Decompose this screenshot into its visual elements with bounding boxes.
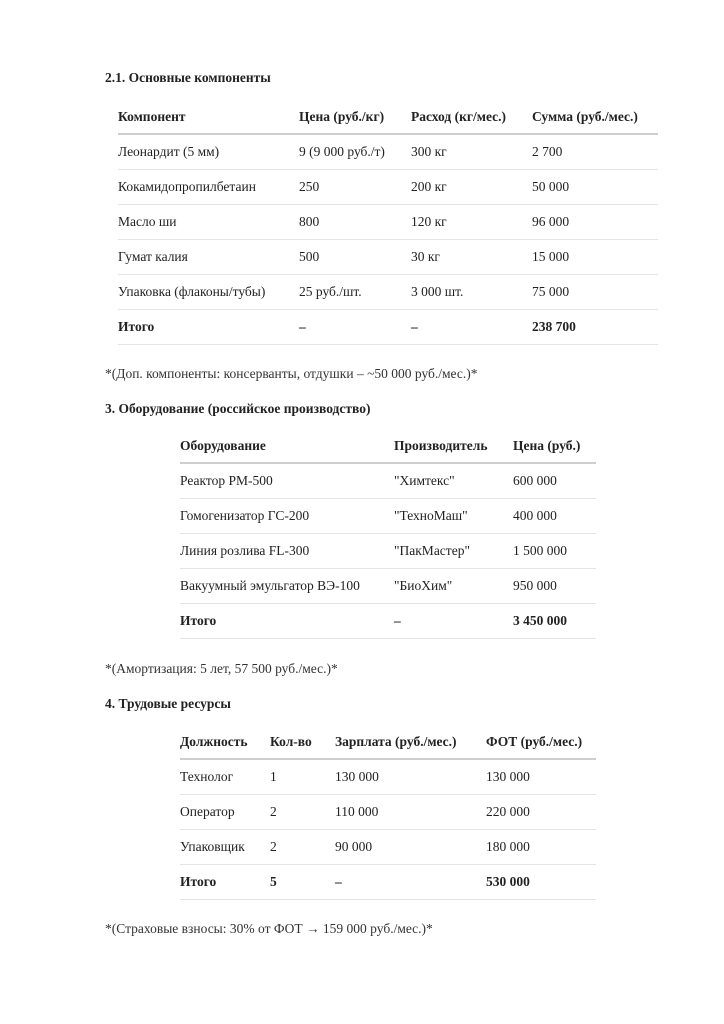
table-cell: 300 кг: [411, 134, 532, 170]
table-cell: Итого: [180, 604, 394, 639]
table-cell: 238 700: [532, 310, 658, 345]
table-cell: 500: [299, 240, 411, 275]
table-cell: Масло ши: [118, 205, 299, 240]
table-row: [180, 499, 596, 534]
equipment-note: *(Амортизация: 5 лет, 57 500 руб./мес.)*: [105, 661, 338, 676]
table-cell: –: [411, 310, 532, 345]
table-row: [118, 240, 658, 275]
labor-note: *(Страховые взносы: 30% от ФОТ → 159 000 руб./мес.)*: [105, 921, 433, 936]
table-cell: 75 000: [532, 275, 658, 310]
table-cell: 130 000: [486, 759, 596, 795]
table-total-row: [180, 865, 596, 900]
table-cell: –: [299, 310, 411, 345]
table-cell: Технолог: [180, 759, 270, 795]
table-cell: 110 000: [335, 795, 486, 830]
table-row: [118, 205, 658, 240]
column-header: Расход (кг/мес.): [411, 100, 532, 134]
table-cell: Вакуумный эмульгатор ВЭ-100: [180, 569, 394, 604]
table-cell: 9 (9 000 руб./т): [299, 134, 411, 170]
table-cell: 120 кг: [411, 205, 532, 240]
column-header: Кол-во: [270, 725, 335, 759]
table-header-row: [118, 100, 658, 134]
table-cell: Итого: [118, 310, 299, 345]
table-cell: 2: [270, 795, 335, 830]
table-cell: 530 000: [486, 865, 596, 900]
column-header: ФОТ (руб./мес.): [486, 725, 596, 759]
section-heading-labor: 4. Трудовые ресурсы: [105, 696, 231, 711]
table-header-row: [180, 725, 596, 759]
table-row: [180, 795, 596, 830]
table-total-row: [180, 604, 596, 639]
table-row: [118, 275, 658, 310]
table-cell: 30 кг: [411, 240, 532, 275]
table-cell: 950 000: [513, 569, 596, 604]
table-cell: 220 000: [486, 795, 596, 830]
table-cell: 5: [270, 865, 335, 900]
table-cell: 180 000: [486, 830, 596, 865]
table-cell: Реактор РМ-500: [180, 463, 394, 499]
table-row: [180, 534, 596, 569]
table-total-row: [118, 310, 658, 345]
column-header: Зарплата (руб./мес.): [335, 725, 486, 759]
table-cell: "ТехноМаш": [394, 499, 513, 534]
table-cell: 25 руб./шт.: [299, 275, 411, 310]
table-cell: 3 000 шт.: [411, 275, 532, 310]
table-cell: Гумат калия: [118, 240, 299, 275]
table-cell: 200 кг: [411, 170, 532, 205]
table-cell: 600 000: [513, 463, 596, 499]
section-heading-components: 2.1. Основные компоненты: [105, 70, 271, 85]
table-cell: "ПакМастер": [394, 534, 513, 569]
table-cell: 3 450 000: [513, 604, 596, 639]
table-cell: Упаковка (флаконы/тубы): [118, 275, 299, 310]
column-header: Цена (руб.): [513, 429, 596, 463]
labor-table: [180, 725, 596, 900]
column-header: Компонент: [118, 100, 299, 134]
table-row: [180, 569, 596, 604]
table-row: [180, 759, 596, 795]
table-cell: Итого: [180, 865, 270, 900]
table-row: [180, 463, 596, 499]
table-cell: 1: [270, 759, 335, 795]
table-cell: 50 000: [532, 170, 658, 205]
section-heading-equipment: 3. Оборудование (российское производство): [105, 401, 371, 416]
table-cell: Упаковщик: [180, 830, 270, 865]
table-cell: 15 000: [532, 240, 658, 275]
table-row: [118, 170, 658, 205]
equipment-table: [180, 429, 596, 639]
column-header: Должность: [180, 725, 270, 759]
table-cell: –: [394, 604, 513, 639]
table-cell: 400 000: [513, 499, 596, 534]
table-cell: 800: [299, 205, 411, 240]
column-header: Сумма (руб./мес.): [532, 100, 658, 134]
table-cell: 2 700: [532, 134, 658, 170]
table-cell: Линия розлива FL-300: [180, 534, 394, 569]
table-cell: 250: [299, 170, 411, 205]
table-cell: 90 000: [335, 830, 486, 865]
column-header: Оборудование: [180, 429, 394, 463]
column-header: Цена (руб./кг): [299, 100, 411, 134]
table-cell: 2: [270, 830, 335, 865]
table-cell: "Химтекс": [394, 463, 513, 499]
table-cell: 1 500 000: [513, 534, 596, 569]
table-header-row: [180, 429, 596, 463]
table-cell: Кокамидопропилбетаин: [118, 170, 299, 205]
table-cell: "БиоХим": [394, 569, 513, 604]
components-table: [118, 100, 658, 345]
table-cell: 130 000: [335, 759, 486, 795]
table-row: [180, 830, 596, 865]
table-cell: Леонардит (5 мм): [118, 134, 299, 170]
table-cell: –: [335, 865, 486, 900]
table-cell: Гомогенизатор ГС-200: [180, 499, 394, 534]
column-header: Производитель: [394, 429, 513, 463]
table-row: [118, 134, 658, 170]
table-cell: Оператор: [180, 795, 270, 830]
table-cell: 96 000: [532, 205, 658, 240]
components-note: *(Доп. компоненты: консерванты, отдушки – ~50 000 руб./мес.)*: [105, 366, 478, 381]
